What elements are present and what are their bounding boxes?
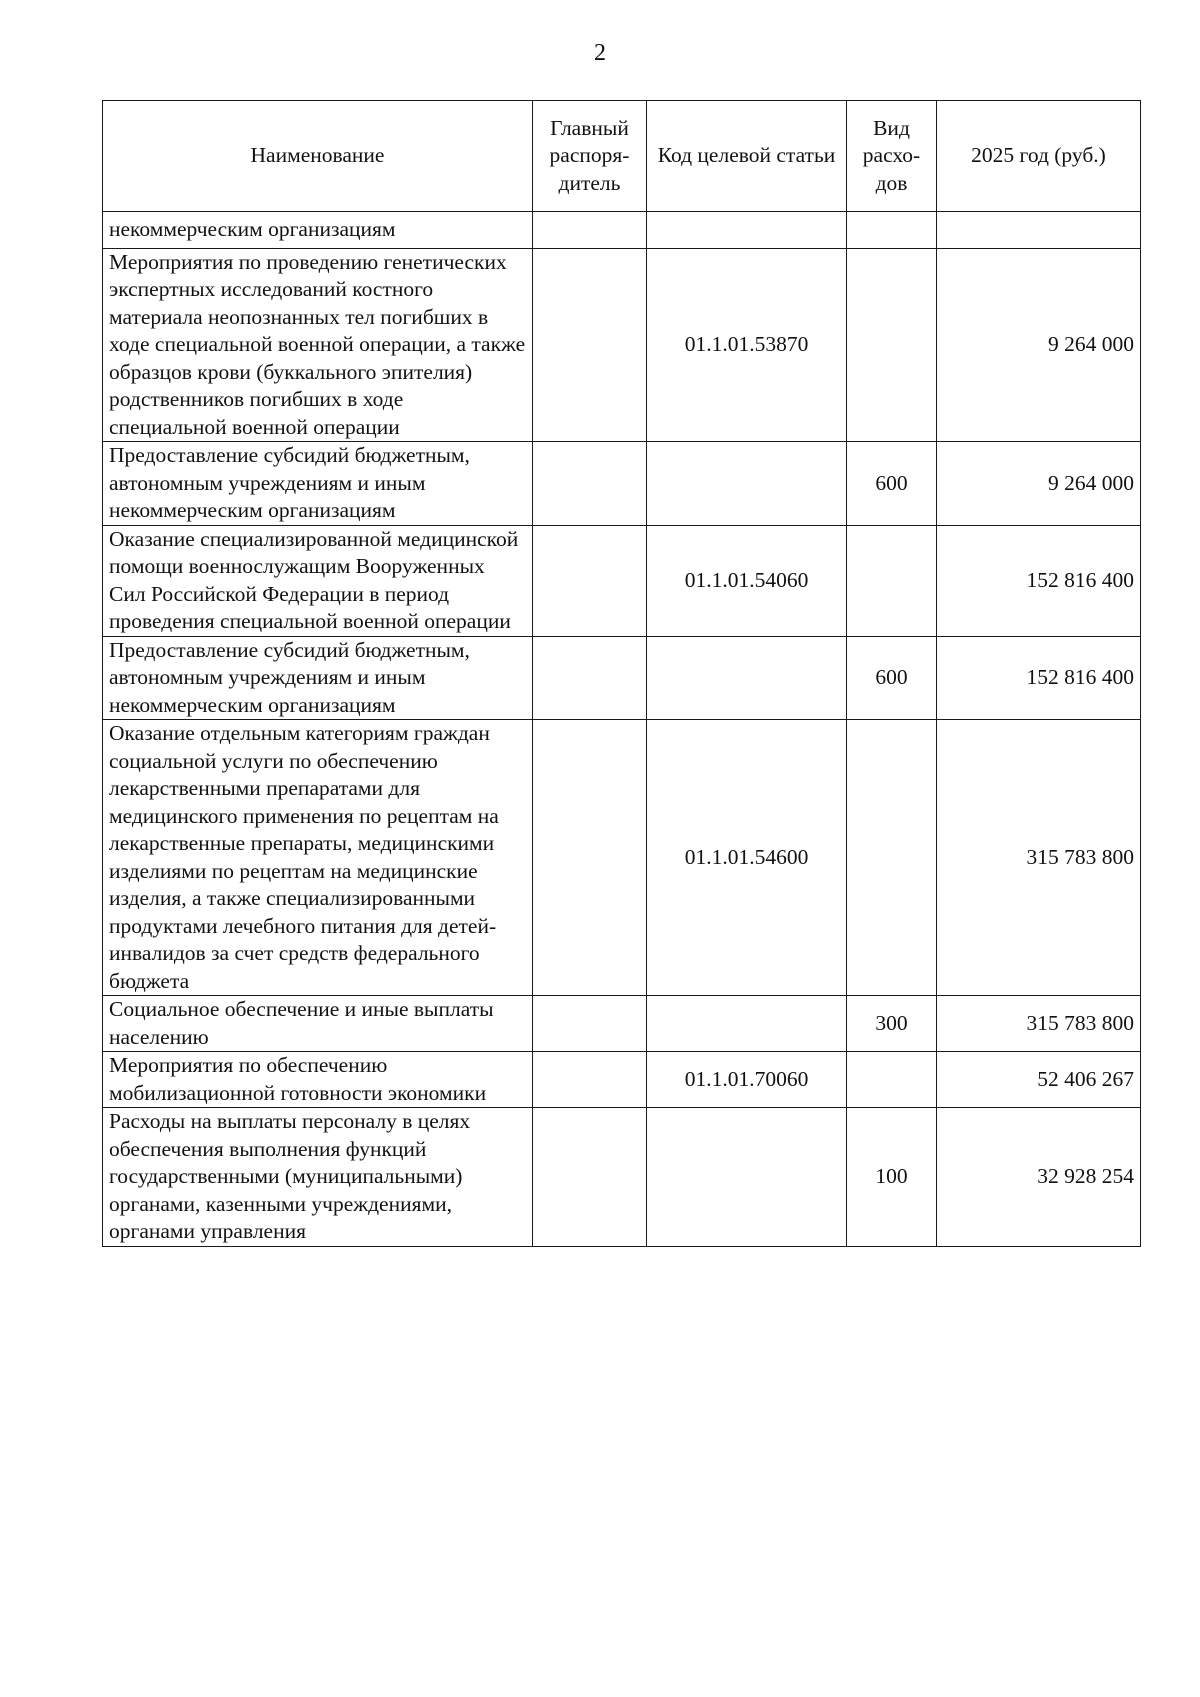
table-row <box>103 720 1141 996</box>
cell-admin <box>533 1108 647 1247</box>
header-row <box>103 101 1141 212</box>
table-header <box>103 101 1141 212</box>
cell-code <box>647 1108 847 1247</box>
cell-type: 600 <box>847 442 937 526</box>
cell-type <box>847 525 937 636</box>
budget-table <box>102 100 1141 1247</box>
cell-amount: 315 783 800 <box>937 720 1141 996</box>
table-row <box>103 636 1141 720</box>
cell-admin <box>533 442 647 526</box>
cell-admin <box>533 720 647 996</box>
cell-amount: 152 816 400 <box>937 636 1141 720</box>
cell-code <box>647 996 847 1052</box>
cell-admin <box>533 212 647 249</box>
cell-name: Мероприятия по обеспечению мобилизационной готовности экономики <box>103 1052 533 1108</box>
cell-code <box>647 442 847 526</box>
cell-type <box>847 212 937 249</box>
table-row <box>103 212 1141 249</box>
table-row <box>103 442 1141 526</box>
cell-type: 300 <box>847 996 937 1052</box>
header-amount: 2025 год (руб.) <box>937 101 1141 212</box>
cell-amount: 152 816 400 <box>937 525 1141 636</box>
cell-name: Предоставление субсидий бюджетным, автономным учреждениям и иным некоммерческим организациям <box>103 442 533 526</box>
header-type: Вид расхо-дов <box>847 101 937 212</box>
cell-type <box>847 720 937 996</box>
cell-name: Оказание специализированной медицинской помощи военнослужащим Вооруженных Сил Российской Федерации в период проведения специальной военной операции <box>103 525 533 636</box>
table-row <box>103 525 1141 636</box>
cell-amount: 9 264 000 <box>937 248 1141 442</box>
cell-name: Расходы на выплаты персоналу в целях обеспечения выполнения функций государственными (муниципальными) органами, казенными учреждениями, органами управления <box>103 1108 533 1247</box>
cell-amount: 52 406 267 <box>937 1052 1141 1108</box>
cell-name: Социальное обеспечение и иные выплаты населению <box>103 996 533 1052</box>
page-number: 2 <box>594 40 606 66</box>
cell-name: Мероприятия по проведению генетических экспертных исследований костного материала неопознанных тел погибших в ходе специальной военной операции, а также образцов крови (буккального эпителия) родственников погибших в ходе специальной военной операции <box>103 248 533 442</box>
cell-admin <box>533 996 647 1052</box>
cell-code <box>647 212 847 249</box>
header-name: Наименование <box>103 101 533 212</box>
cell-admin <box>533 525 647 636</box>
cell-type <box>847 248 937 442</box>
header-admin: Главный распоря-дитель <box>533 101 647 212</box>
cell-code: 01.1.01.53870 <box>647 248 847 442</box>
cell-type: 100 <box>847 1108 937 1247</box>
cell-admin <box>533 1052 647 1108</box>
cell-code <box>647 636 847 720</box>
table-row <box>103 1108 1141 1247</box>
cell-code: 01.1.01.70060 <box>647 1052 847 1108</box>
cell-name: Оказание отдельным категориям граждан социальной услуги по обеспечению лекарственными препаратами для медицинского применения по рецептам на лекарственные препараты, медицинскими изделиями по рецептам на медицинские изделия, а также специализированными продуктами лечебного питания для детей-инвалидов за счет средств федерального бюджета <box>103 720 533 996</box>
cell-code: 01.1.01.54600 <box>647 720 847 996</box>
table-body <box>103 212 1141 1247</box>
cell-type <box>847 1052 937 1108</box>
cell-amount: 32 928 254 <box>937 1108 1141 1247</box>
cell-admin <box>533 248 647 442</box>
table-row <box>103 1052 1141 1108</box>
table-row <box>103 248 1141 442</box>
header-code: Код целевой статьи <box>647 101 847 212</box>
cell-name: Предоставление субсидий бюджетным, автономным учреждениям и иным некоммерческим организациям <box>103 636 533 720</box>
cell-type: 600 <box>847 636 937 720</box>
table-row <box>103 996 1141 1052</box>
cell-code: 01.1.01.54060 <box>647 525 847 636</box>
cell-admin <box>533 636 647 720</box>
cell-amount: 315 783 800 <box>937 996 1141 1052</box>
cell-amount: 9 264 000 <box>937 442 1141 526</box>
cell-name: некоммерческим организациям <box>103 212 533 249</box>
cell-amount <box>937 212 1141 249</box>
